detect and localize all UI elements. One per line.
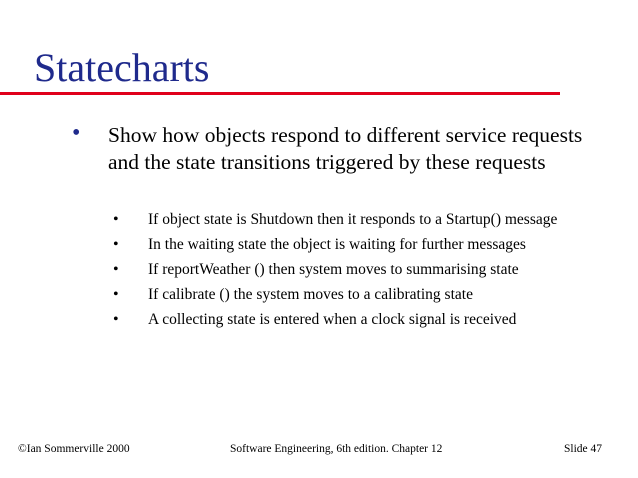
footer-book-title: Software Engineering, 6th edition. Chapter 12	[230, 443, 443, 455]
sub-bullet-item	[0, 285, 638, 304]
sub-bullet-item	[0, 210, 638, 229]
slide-title: Statecharts	[34, 45, 210, 90]
sub-bullet-marker: •	[113, 286, 119, 303]
footer-slide-number: Slide 47	[564, 443, 603, 455]
sub-bullet-marker: •	[113, 211, 119, 228]
sub-bullet-text: If object state is Shutdown then it responds to a Startup() message	[148, 211, 558, 228]
sub-bullet-marker: •	[113, 311, 119, 328]
sub-bullet-list	[0, 210, 638, 335]
sub-bullet-item	[0, 235, 638, 254]
footer-copyright: ©Ian Sommerville 2000	[18, 443, 130, 455]
sub-bullet-item	[0, 310, 638, 329]
sub-bullet-marker: •	[113, 261, 119, 278]
sub-bullet-text: If calibrate () the system moves to a calibrating state	[148, 286, 473, 303]
main-bullet-marker: •	[72, 120, 81, 146]
sub-bullet-text: In the waiting state the object is waiting for further messages	[148, 236, 526, 253]
title-underline	[0, 92, 560, 95]
sub-bullet-text: A collecting state is entered when a clock signal is received	[148, 311, 517, 328]
main-bullet-text: Show how objects respond to different service requests and the state transitions triggered by these requests	[108, 123, 583, 174]
sub-bullet-item	[0, 260, 638, 279]
sub-bullet-marker: •	[113, 236, 119, 253]
sub-bullet-text: If reportWeather () then system moves to summarising state	[148, 261, 519, 278]
